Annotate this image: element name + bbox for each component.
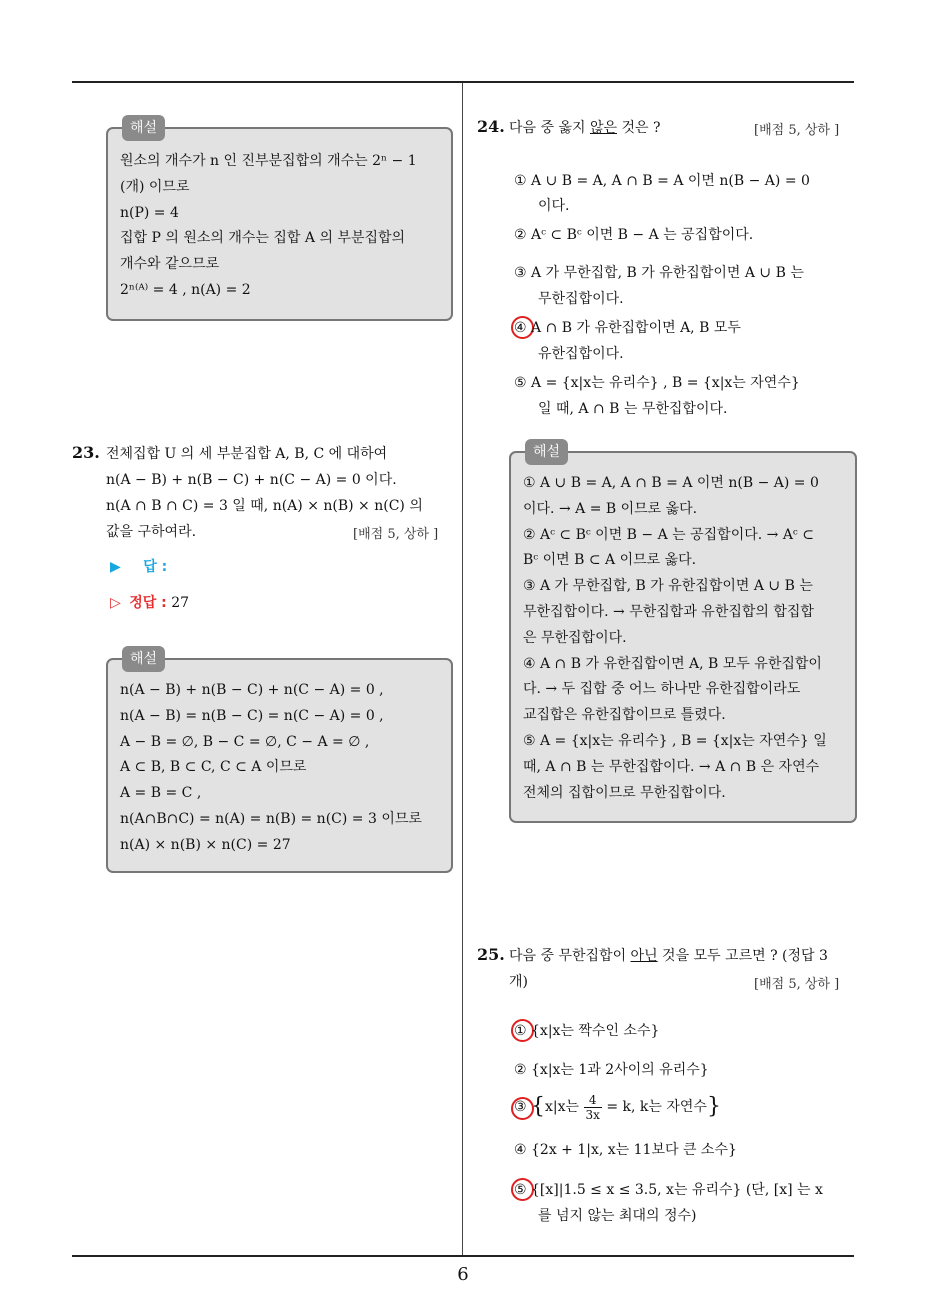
option-text: A = {x|x는 유리수} , B = {x|x는 자연수} xyxy=(531,375,800,391)
option-marker: ① xyxy=(514,1023,527,1039)
option-marker: ② xyxy=(514,227,527,243)
question-23-line: 전체집합 U 의 세 부분집합 A, B, C 에 대하여 xyxy=(106,446,388,462)
correct-answer-label: 정답 : xyxy=(129,595,167,611)
option-24-5[interactable] xyxy=(514,373,800,393)
option-25-4[interactable] xyxy=(514,1140,737,1160)
explanation-line: ⑤ A = {x|x는 유리수} , B = {x|x는 자연수} 일 xyxy=(523,732,827,749)
explanation-line: 2ⁿ⁽ᴬ⁾ = 4 , n(A) = 2 xyxy=(120,281,251,298)
option-text: {[x]|1.5 ≤ x ≤ 3.5, x는 유리수} (단, [x] 는 x xyxy=(531,1182,823,1198)
option-25-5[interactable] xyxy=(514,1180,823,1200)
explanation-line: n(A∩B∩C) = n(A) = n(B) = n(C) = 3 이므로 xyxy=(120,810,422,827)
option-text: = k, k는 자연수 xyxy=(601,1099,707,1115)
explanation-line: 개수와 같으므로 xyxy=(120,256,220,273)
explanation-line: 무한집합이다. → 무한집합과 유한집합의 합집합 xyxy=(523,603,814,620)
page-number: 6 xyxy=(457,1264,469,1285)
explanation-line: A − B = ∅, B − C = ∅, C − A = ∅ , xyxy=(120,733,370,750)
option-text: A ∪ B = A, A ∩ B = A 이면 n(B − A) = 0 xyxy=(531,173,810,189)
option-25-2[interactable] xyxy=(514,1060,709,1080)
explanation-line: 다. → 두 집합 중 어느 하나만 유한집합이라도 xyxy=(523,681,801,698)
explanation-line: ③ A 가 무한집합, B 가 유한집합이면 A ∪ B 는 xyxy=(523,578,813,595)
explanation-line: 집합 P 의 원소의 개수는 집합 A 의 부분집합의 xyxy=(120,230,406,247)
fraction-numerator: 4 xyxy=(584,1093,602,1108)
explanation-line: ① A ∪ B = A, A ∩ B = A 이면 n(B − A) = 0 xyxy=(523,475,819,491)
question-25-score: [배점 5, 상하 ] xyxy=(754,977,840,992)
correct-answer-value: 27 xyxy=(171,595,190,611)
explanation-box-22 xyxy=(106,120,453,321)
question-number-23: 23. xyxy=(72,443,100,462)
option-text: Aᶜ ⊂ Bᶜ 이면 B − A 는 공집합이다. xyxy=(531,227,754,243)
question-24-text xyxy=(509,118,661,138)
option-marker: ② xyxy=(514,1062,527,1078)
header-rule xyxy=(72,81,854,83)
question-25-text xyxy=(509,946,828,966)
option-marker: ⑤ xyxy=(514,1182,527,1198)
option-marker: ⑤ xyxy=(514,375,527,391)
question-number-25: 25. xyxy=(477,945,505,964)
explanation-box-24 xyxy=(509,444,857,823)
explanation-line: ④ A ∩ B 가 유한집합이면 A, B 모두 유한집합이 xyxy=(523,655,822,672)
option-text: A ∩ B 가 유한집합이면 A, B 모두 xyxy=(531,320,741,336)
option-24-3-cont: 무한집합이다. xyxy=(538,291,624,307)
explanation-line: A ⊂ B, B ⊂ C, C ⊂ A 이므로 xyxy=(120,759,307,776)
explanation-line: n(A − B) = n(B − C) = n(C − A) = 0 , xyxy=(120,707,384,724)
question-text: 것을 모두 고르면 ? (정답 3 xyxy=(657,948,828,964)
fraction xyxy=(584,1093,602,1122)
option-marker: ③ xyxy=(514,1099,527,1115)
answer-row xyxy=(110,557,167,577)
column-divider xyxy=(462,83,463,1257)
explanation-tag: 해설 xyxy=(122,646,165,672)
question-23-score: [배점 5, 상하 ] xyxy=(353,527,439,542)
option-marker: ④ xyxy=(514,1142,527,1158)
question-underlined-word: 않은 xyxy=(589,120,618,136)
fraction-denominator: 3x xyxy=(585,1107,600,1122)
question-23-line: n(A − B) + n(B − C) + n(C − A) = 0 이다. xyxy=(106,472,397,488)
footer-rule xyxy=(72,1255,854,1257)
question-24-score: [배점 5, 상하 ] xyxy=(754,123,840,138)
option-text: A 가 무한집합, B 가 유한집합이면 A ∪ B 는 xyxy=(531,265,804,281)
question-underlined-word: 아닌 xyxy=(630,948,658,964)
option-text: x|x는 xyxy=(545,1099,584,1115)
explanation-line: (개) 이므로 xyxy=(120,178,190,195)
option-25-1[interactable] xyxy=(514,1021,659,1041)
question-text: 다음 중 옳지 xyxy=(509,120,590,136)
explanation-line: 때, A ∩ B 는 무한집합이다. → A ∩ B 은 자연수 xyxy=(523,758,820,775)
option-marker: ④ xyxy=(514,320,527,336)
option-marker: ③ xyxy=(514,265,527,281)
explanation-line: Bᶜ 이면 B ⊂ A 이므로 옳다. xyxy=(523,552,697,569)
option-24-1-cont: 이다. xyxy=(538,198,570,214)
explanation-line: 원소의 개수가 n 인 진부분집합의 개수는 2ⁿ − 1 xyxy=(120,153,417,169)
option-24-1[interactable] xyxy=(514,171,810,191)
option-24-5-cont: 일 때, A ∩ B 는 무한집합이다. xyxy=(538,401,728,417)
question-number-24: 24. xyxy=(477,117,505,136)
explanation-line: 은 무한집합이다. xyxy=(523,629,627,646)
option-24-4-cont: 유한집합이다. xyxy=(538,346,624,362)
correct-answer-row xyxy=(110,593,189,613)
explanation-line: ② Aᶜ ⊂ Bᶜ 이면 B − A 는 공집합이다. → Aᶜ ⊂ xyxy=(523,526,814,543)
option-text: {x|x는 짝수인 소수} xyxy=(531,1023,660,1039)
explanation-line: n(A − B) + n(B − C) + n(C − A) = 0 , xyxy=(120,682,384,698)
option-24-3[interactable] xyxy=(514,263,804,283)
option-marker: ① xyxy=(514,173,527,189)
answer-label: 답 : xyxy=(143,559,168,575)
option-25-5-cont: 를 넘지 않는 최대의 정수) xyxy=(538,1208,697,1224)
option-24-4[interactable] xyxy=(514,318,741,338)
explanation-line: n(P) = 4 xyxy=(120,204,179,221)
option-24-2[interactable] xyxy=(514,225,753,245)
option-text: {2x + 1|x, x는 11보다 큰 소수} xyxy=(531,1142,737,1158)
explanation-line: 전체의 집합이므로 무한집합이다. xyxy=(523,784,726,801)
correct-marker-icon: ▷ xyxy=(110,595,121,611)
explanation-line: 이다. → A = B 이므로 옳다. xyxy=(523,500,698,517)
explanation-line: A = B = C , xyxy=(120,785,202,802)
option-25-3[interactable]: ③ {x|x는 $\frac{4}{3x}$ = k, k는 자연수} xyxy=(514,1092,721,1122)
question-text: 것은 ? xyxy=(617,120,661,136)
question-25-text-cont: 개) xyxy=(509,974,528,990)
question-text: 다음 중 무한집합이 xyxy=(509,948,631,964)
option-text: {x|x는 1과 2사이의 유리수} xyxy=(531,1062,709,1078)
explanation-line: 교집합은 유한집합이므로 틀렸다. xyxy=(523,707,726,724)
explanation-line: n(A) × n(B) × n(C) = 27 xyxy=(120,836,291,853)
explanation-tag: 해설 xyxy=(122,115,165,141)
question-23-line: n(A ∩ B ∩ C) = 3 일 때, n(A) × n(B) × n(C) 의 xyxy=(106,498,423,514)
answer-marker-icon: ▶ xyxy=(110,559,121,575)
explanation-tag: 해설 xyxy=(525,439,568,465)
question-23-line: 값을 구하여라. xyxy=(106,524,197,540)
explanation-box-23 xyxy=(106,651,453,873)
